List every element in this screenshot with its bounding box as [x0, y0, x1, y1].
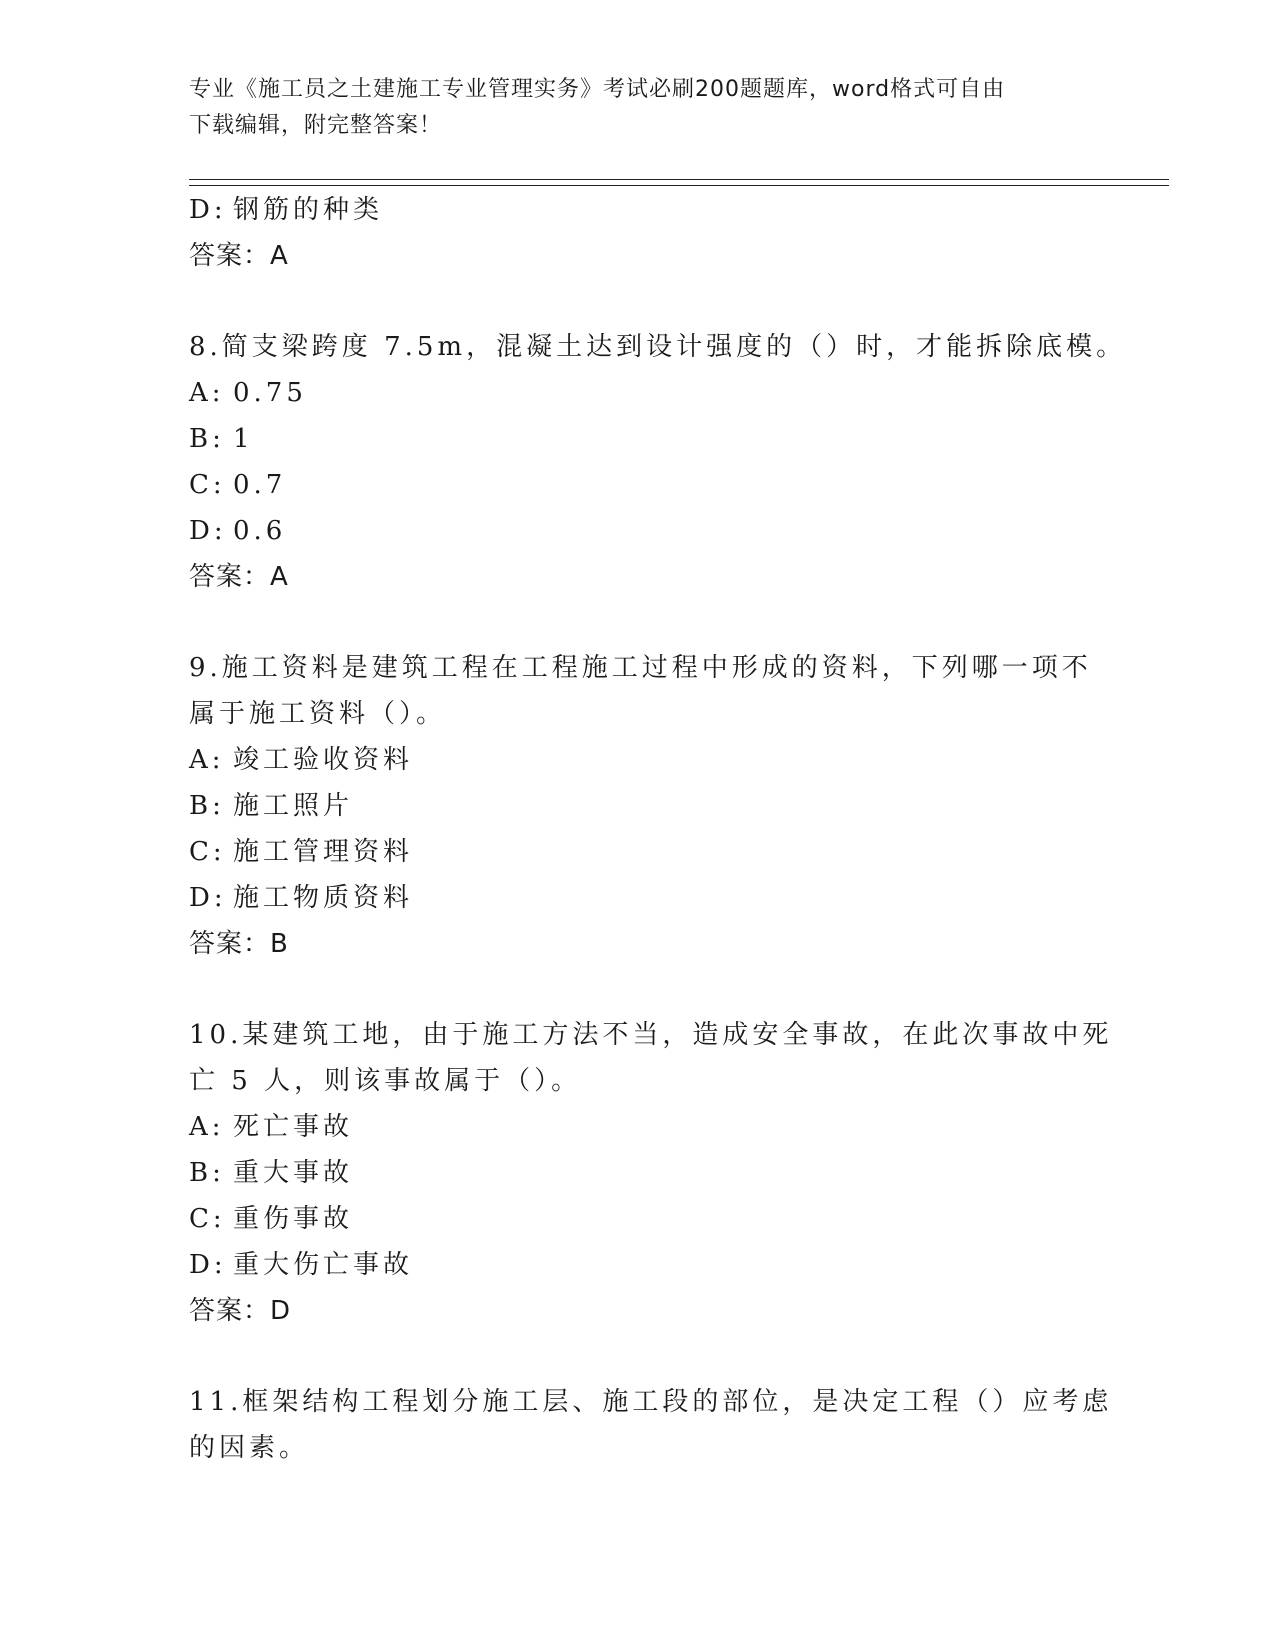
option-c — [189, 829, 1089, 875]
option-letter: D: — [189, 516, 227, 546]
question-stem-line-1: 9.施工资料是建筑工程在工程施工过程中形成的资料，下列哪一项不 — [189, 653, 1092, 683]
question-stem-line-2: 属于施工资料（）。 — [189, 699, 447, 729]
option-b — [189, 783, 1089, 829]
question-stem: 8.简支梁跨度 7.5m，混凝土达到设计强度的（）时，才能拆除底模。 — [189, 332, 1127, 362]
option-text: 施工照片 — [233, 791, 354, 821]
header-line-2: 下载编辑，附完整答案！ — [189, 113, 443, 138]
option-b — [189, 1150, 1089, 1196]
answer-line: 答案：A — [189, 241, 289, 271]
answer-line: 答案：A — [189, 562, 289, 592]
option-text: 竣工验收资料 — [233, 745, 414, 775]
answer-line: 答案：D — [189, 1296, 292, 1326]
option-letter: B: — [189, 791, 225, 821]
question-stem-line-2: 亡 5 人，则该事故属于（）。 — [189, 1066, 582, 1096]
header-line-1: 专业《施工员之土建施工专业管理实务》考试必刷200题题库，word格式可自由 — [189, 77, 1006, 102]
answer-line: 答案：B — [189, 929, 289, 959]
question-11 — [189, 1379, 1113, 1471]
option-letter: A: — [189, 1112, 225, 1142]
option-text: 重大事故 — [233, 1158, 354, 1188]
option-letter: C: — [189, 470, 226, 500]
option-c — [189, 1196, 1089, 1242]
option-letter: D: — [189, 883, 227, 913]
option-text: 死亡事故 — [233, 1112, 354, 1142]
question-9 — [189, 645, 1092, 967]
document-header — [189, 72, 1089, 144]
option-a — [189, 737, 1089, 783]
option-text: 0.6 — [233, 516, 287, 546]
option-letter: C: — [189, 1204, 226, 1234]
question-10 — [189, 1012, 1113, 1334]
question-8 — [189, 324, 1127, 600]
option-letter: D: — [189, 195, 227, 225]
option-text: 0.75 — [233, 378, 307, 408]
option-letter: C: — [189, 837, 226, 867]
option-d — [189, 1242, 1089, 1288]
option-d — [189, 875, 1089, 921]
header-double-rule — [189, 179, 1169, 186]
option-text: 重大伤亡事故 — [233, 1250, 414, 1280]
option-text: 重伤事故 — [233, 1204, 354, 1234]
option-letter: B: — [189, 1158, 225, 1188]
option-letter: D: — [189, 1250, 227, 1280]
option-a — [189, 1104, 1089, 1150]
question-stem-line-1: 11.框架结构工程划分施工层、施工段的部位，是决定工程（）应考虑 — [189, 1387, 1113, 1417]
option-b — [189, 416, 1089, 462]
option-text: 钢筋的种类 — [233, 195, 384, 225]
option-a — [189, 370, 1089, 416]
option-letter: A: — [189, 378, 225, 408]
question-list — [189, 187, 1127, 1471]
question-stem-line-1: 10.某建筑工地，由于施工方法不当，造成安全事故，在此次事故中死 — [189, 1020, 1113, 1050]
option-text: 施工管理资料 — [233, 837, 414, 867]
option-d — [189, 508, 1089, 554]
option-d — [189, 187, 1089, 233]
option-letter: A: — [189, 745, 225, 775]
option-text: 施工物质资料 — [233, 883, 414, 913]
option-text: 1 — [233, 424, 254, 454]
option-text: 0.7 — [233, 470, 287, 500]
question-stem-line-2: 的因素。 — [189, 1433, 310, 1463]
option-letter: B: — [189, 424, 225, 454]
option-c — [189, 462, 1089, 508]
